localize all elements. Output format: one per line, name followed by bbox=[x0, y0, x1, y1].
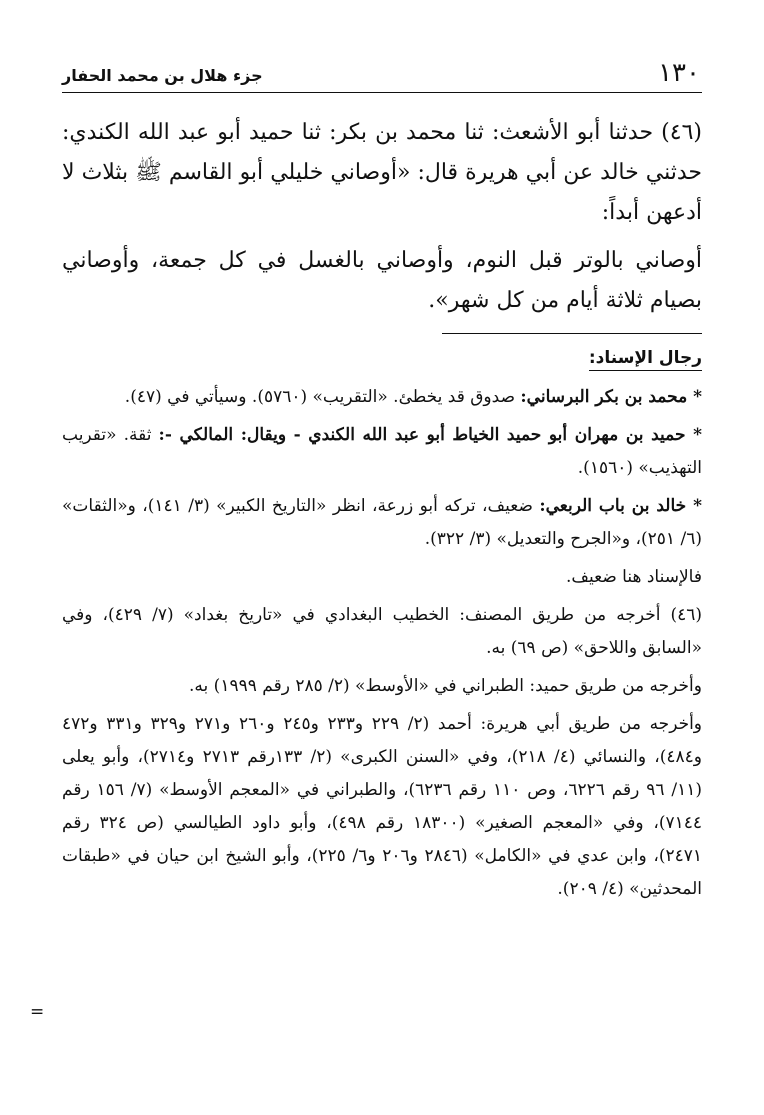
hadith-paragraph: أوصاني بالوتر قبل النوم، وأوصاني بالغسل في كل جمعة، وأوصاني بصيام ثلاثة أيام من كل شهر». bbox=[62, 248, 702, 313]
page bbox=[62, 58, 702, 906]
note-text: صدوق قد يخطئ. «التقريب» (٥٧٦٠). وسيأتي في (٤٧). bbox=[124, 387, 521, 407]
narrator-name: * حميد بن مهران أبو حميد الخياط أبو عبد الله الكندي - ويقال: المالكي -: bbox=[158, 425, 702, 445]
note-takhrij bbox=[62, 599, 702, 665]
narrator-name: * محمد بن بكر البرساني: bbox=[520, 387, 702, 407]
hadith-text bbox=[62, 113, 702, 321]
note-narrator bbox=[62, 419, 702, 485]
note-text: (٤٦) أخرجه من طريق المصنف: الخطيب البغدادي في «تاريخ بغداد» (٧/ ٤٢٩)، وفي «السابق واللاحق» (ص ٦٩) به. bbox=[62, 605, 702, 658]
footnotes bbox=[62, 381, 702, 906]
note-verdict bbox=[62, 561, 702, 594]
note-text: ثقة. «تقريب التهذيب» (١٥٦٠). bbox=[62, 425, 702, 478]
page-number: ١٣٠ bbox=[658, 58, 700, 88]
note-text: فالإسناد هنا ضعيف. bbox=[566, 567, 702, 587]
book-title: جزء هلال بن محمد الحفار bbox=[62, 66, 263, 85]
running-header bbox=[62, 58, 702, 93]
narrator-name: * خالد بن باب الربعي: bbox=[539, 496, 702, 516]
note-text: وأخرجه من طريق أبي هريرة: أحمد (٢/ ٢٢٩ و٢٣٣ و٢٤٥ و٢٦٠ و٢٧١ و٣٢٩ و٣٣١ و٤٧٢ و٤٨٤)، والنسائي (٤/ ٢١٨)، وفي «السنن الكبرى» (٢/ ١٣٣رقم ٢٧١٣ و٢٧١٤)، وأبو يعلى (١١/ ٩٦ رقم ٦٢٢٦، وص ١١٠ رقم ٦٢٣٦)، والطبراني في «المعجم الأوسط» (٧/ ١٥٦ رقم ٧١٤٤)، وفي «المعجم الصغير» (١٨٣٠٠ رقم ٤٩٨)، وأبو داود الطيالسي (ص ٣٢٤ رقم ٢٤٧١)، وابن عدي في «الكامل» (٢٨٤٦ و٢٠٦ و٦/ ٢٢٥)، وأبو الشيخ ابن حيان في «طبقات المحدثين» (٤/ ٢٠٩). bbox=[62, 714, 703, 899]
note-text: وأخرجه من طريق حميد: الطبراني في «الأوسط» (٢/ ٢٨٥ رقم ١٩٩٩) به. bbox=[189, 676, 702, 696]
continuation-mark: = bbox=[30, 1002, 45, 1022]
hadith-paragraph: (٤٦) حدثنا أبو الأشعث: ثنا محمد بن بكر: ثنا حميد أبو عبد الله الكندي: حدثني خالد عن أبي هريرة قال: «أوصاني خليلي أبو القاسم ﷺ بثلاث لا أدعهن أبداً: bbox=[62, 120, 702, 225]
note-takhrij bbox=[62, 708, 702, 906]
note-narrator bbox=[62, 381, 702, 414]
note-text: ضعيف، تركه أبو زرعة، انظر «التاريخ الكبير» (٣/ ١٤١)، و«الثقات» (٦/ ٢٥١)، و«الجرح والتعديل» (٣/ ٣٢٢). bbox=[62, 496, 702, 549]
note-narrator bbox=[62, 490, 702, 556]
footnote-divider bbox=[442, 333, 702, 334]
section-title: رجال الإسناد: bbox=[589, 348, 702, 371]
note-takhrij bbox=[62, 670, 702, 703]
